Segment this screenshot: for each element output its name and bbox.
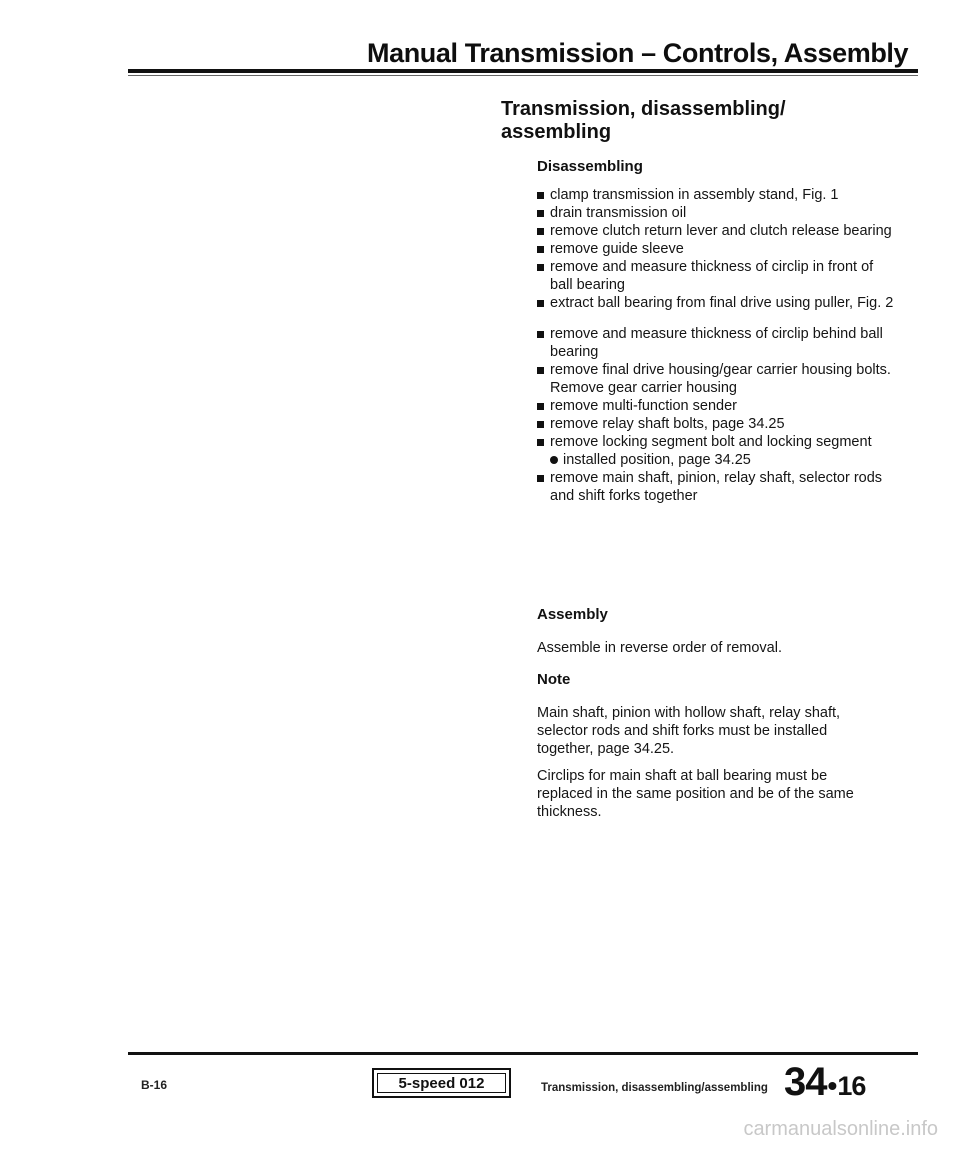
step-item: remove final drive housing/gear carrier housing bolts. Remove gear carrier housing xyxy=(537,361,897,397)
page-number-separator: • xyxy=(827,1070,837,1101)
page-header-title: Manual Transmission – Controls, Assembly xyxy=(367,38,909,68)
step-item: remove and measure thickness of circlip in front of ball bearing xyxy=(537,258,897,294)
page-number-major: 34 xyxy=(784,1060,827,1104)
step-item: remove guide sleeve xyxy=(537,240,897,258)
header-rule-thin xyxy=(128,75,918,76)
note-paragraph: Main shaft, pinion with hollow shaft, relay shaft, selector rods and shift forks must be installed together, page 34.25. xyxy=(537,705,841,757)
step-item: extract ball bearing from final drive using puller, Fig. 2 xyxy=(537,294,897,312)
step-item: clamp transmission in assembly stand, Fig. 1 xyxy=(537,186,897,204)
section-title: Transmission, disassembling/ assembling xyxy=(501,98,786,143)
step-item: remove relay shaft bolts, page 34.25 xyxy=(537,415,897,433)
note-heading: Note xyxy=(537,671,571,688)
model-box xyxy=(372,1068,511,1098)
header-rule xyxy=(128,69,918,73)
step-item: remove locking segment bolt and locking segment xyxy=(537,433,897,451)
page-number xyxy=(784,1060,865,1105)
step-item: remove clutch return lever and clutch release bearing xyxy=(537,222,897,240)
sub-step-item xyxy=(537,451,897,469)
page-number-minor: 16 xyxy=(837,1071,866,1101)
note-paragraph: Circlips for main shaft at ball bearing must be replaced in the same position and be of the same thickness. xyxy=(537,768,854,820)
watermark: carmanualsonline.info xyxy=(743,1118,938,1140)
disassembling-steps xyxy=(537,186,897,505)
sub-step-text: installed position, page 34.25 xyxy=(563,452,751,468)
step-item: remove multi-function sender xyxy=(537,397,897,415)
assembly-text: Assemble in reverse order of removal. xyxy=(537,640,782,656)
disassembling-heading: Disassembling xyxy=(537,158,643,175)
step-item: remove and measure thickness of circlip behind ball bearing xyxy=(537,325,897,361)
assembly-heading: Assembly xyxy=(537,606,608,623)
footer-caption: Transmission, disassembling/assembling xyxy=(541,1082,768,1094)
step-item: remove main shaft, pinion, relay shaft, selector rods and shift forks together xyxy=(537,469,897,505)
page-ref: B-16 xyxy=(141,1078,168,1092)
model-label: 5-speed 012 xyxy=(398,1074,485,1092)
footer-rule xyxy=(128,1052,918,1055)
step-item: drain transmission oil xyxy=(537,204,897,222)
